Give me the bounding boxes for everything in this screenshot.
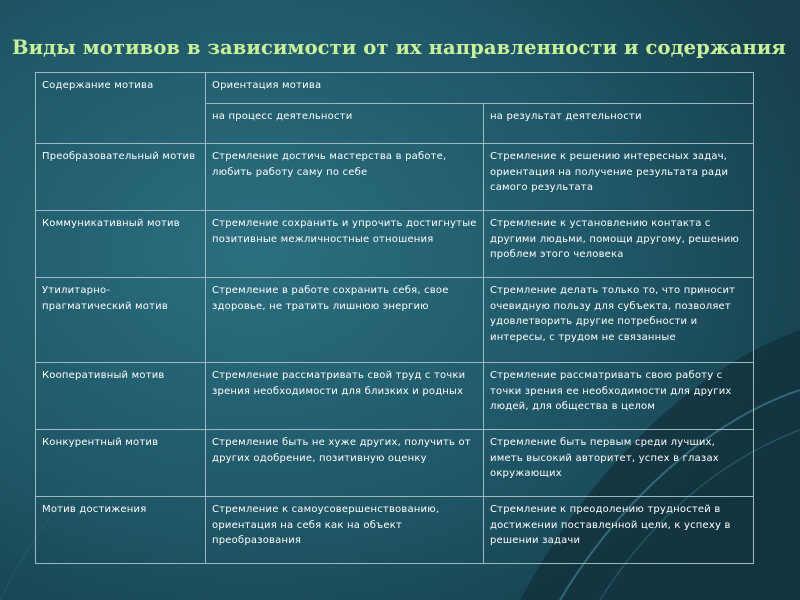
- process-cell: Стремление быть не хуже других, получить от других одобрение, позитивную оценку: [206, 430, 484, 497]
- table-row: [36, 363, 754, 430]
- header-result: на результат деятельности: [484, 104, 754, 144]
- motive-name: Преобразовательный мотив: [36, 144, 206, 211]
- table-row: [36, 278, 754, 363]
- table-row: [36, 211, 754, 278]
- header-orientation: Ориентация мотива: [206, 73, 754, 104]
- motive-name: Утилитарно-прагматический мотив: [36, 278, 206, 363]
- motive-name: Коммуникативный мотив: [36, 211, 206, 278]
- motive-name: Мотив достижения: [36, 497, 206, 564]
- table-row: [36, 430, 754, 497]
- result-cell: Стремление к решению интересных задач, ориентация на получение результата ради самого результата: [484, 144, 754, 211]
- header-content: Содержание мотива: [36, 73, 206, 144]
- process-cell: Стремление достичь мастерства в работе, любить работу саму по себе: [206, 144, 484, 211]
- header-row-orientation: [36, 73, 754, 104]
- process-cell: Стремление сохранить и упрочить достигнутые позитивные межличностные отношения: [206, 211, 484, 278]
- process-cell: Стремление в работе сохранить себя, свое здоровье, не тратить лишнюю энергию: [206, 278, 484, 363]
- process-cell: Стремление к самоусовершенствованию, ориентация на себя как на объект преобразования: [206, 497, 484, 564]
- motive-name: Кооперативный мотив: [36, 363, 206, 430]
- table-row: [36, 144, 754, 211]
- result-cell: Стремление к преодолению трудностей в достижении поставленной цели, к успеху в решении задачи: [484, 497, 754, 564]
- result-cell: Стремление делать только то, что приносит очевидную пользу для субъекта, позволяет удовлетворить другие потребности и интересы, с трудом не связанные: [484, 278, 754, 363]
- header-process: на процесс деятельности: [206, 104, 484, 144]
- result-cell: Стремление быть первым среди лучших, иметь высокий авторитет, успех в глазах окружающих: [484, 430, 754, 497]
- motives-table: [35, 72, 754, 564]
- table-row: [36, 497, 754, 564]
- result-cell: Стремление рассматривать свою работу с точки зрения ее необходимости для других людей, для общества в целом: [484, 363, 754, 430]
- result-cell: Стремление к установлению контакта с другими людьми, помощи другому, решению проблем этого человека: [484, 211, 754, 278]
- motive-name: Конкурентный мотив: [36, 430, 206, 497]
- slide-title: Виды мотивов в зависимости от их направленности и содержания: [12, 36, 786, 59]
- process-cell: Стремление рассматривать свой труд с точки зрения необходимости для близких и родных: [206, 363, 484, 430]
